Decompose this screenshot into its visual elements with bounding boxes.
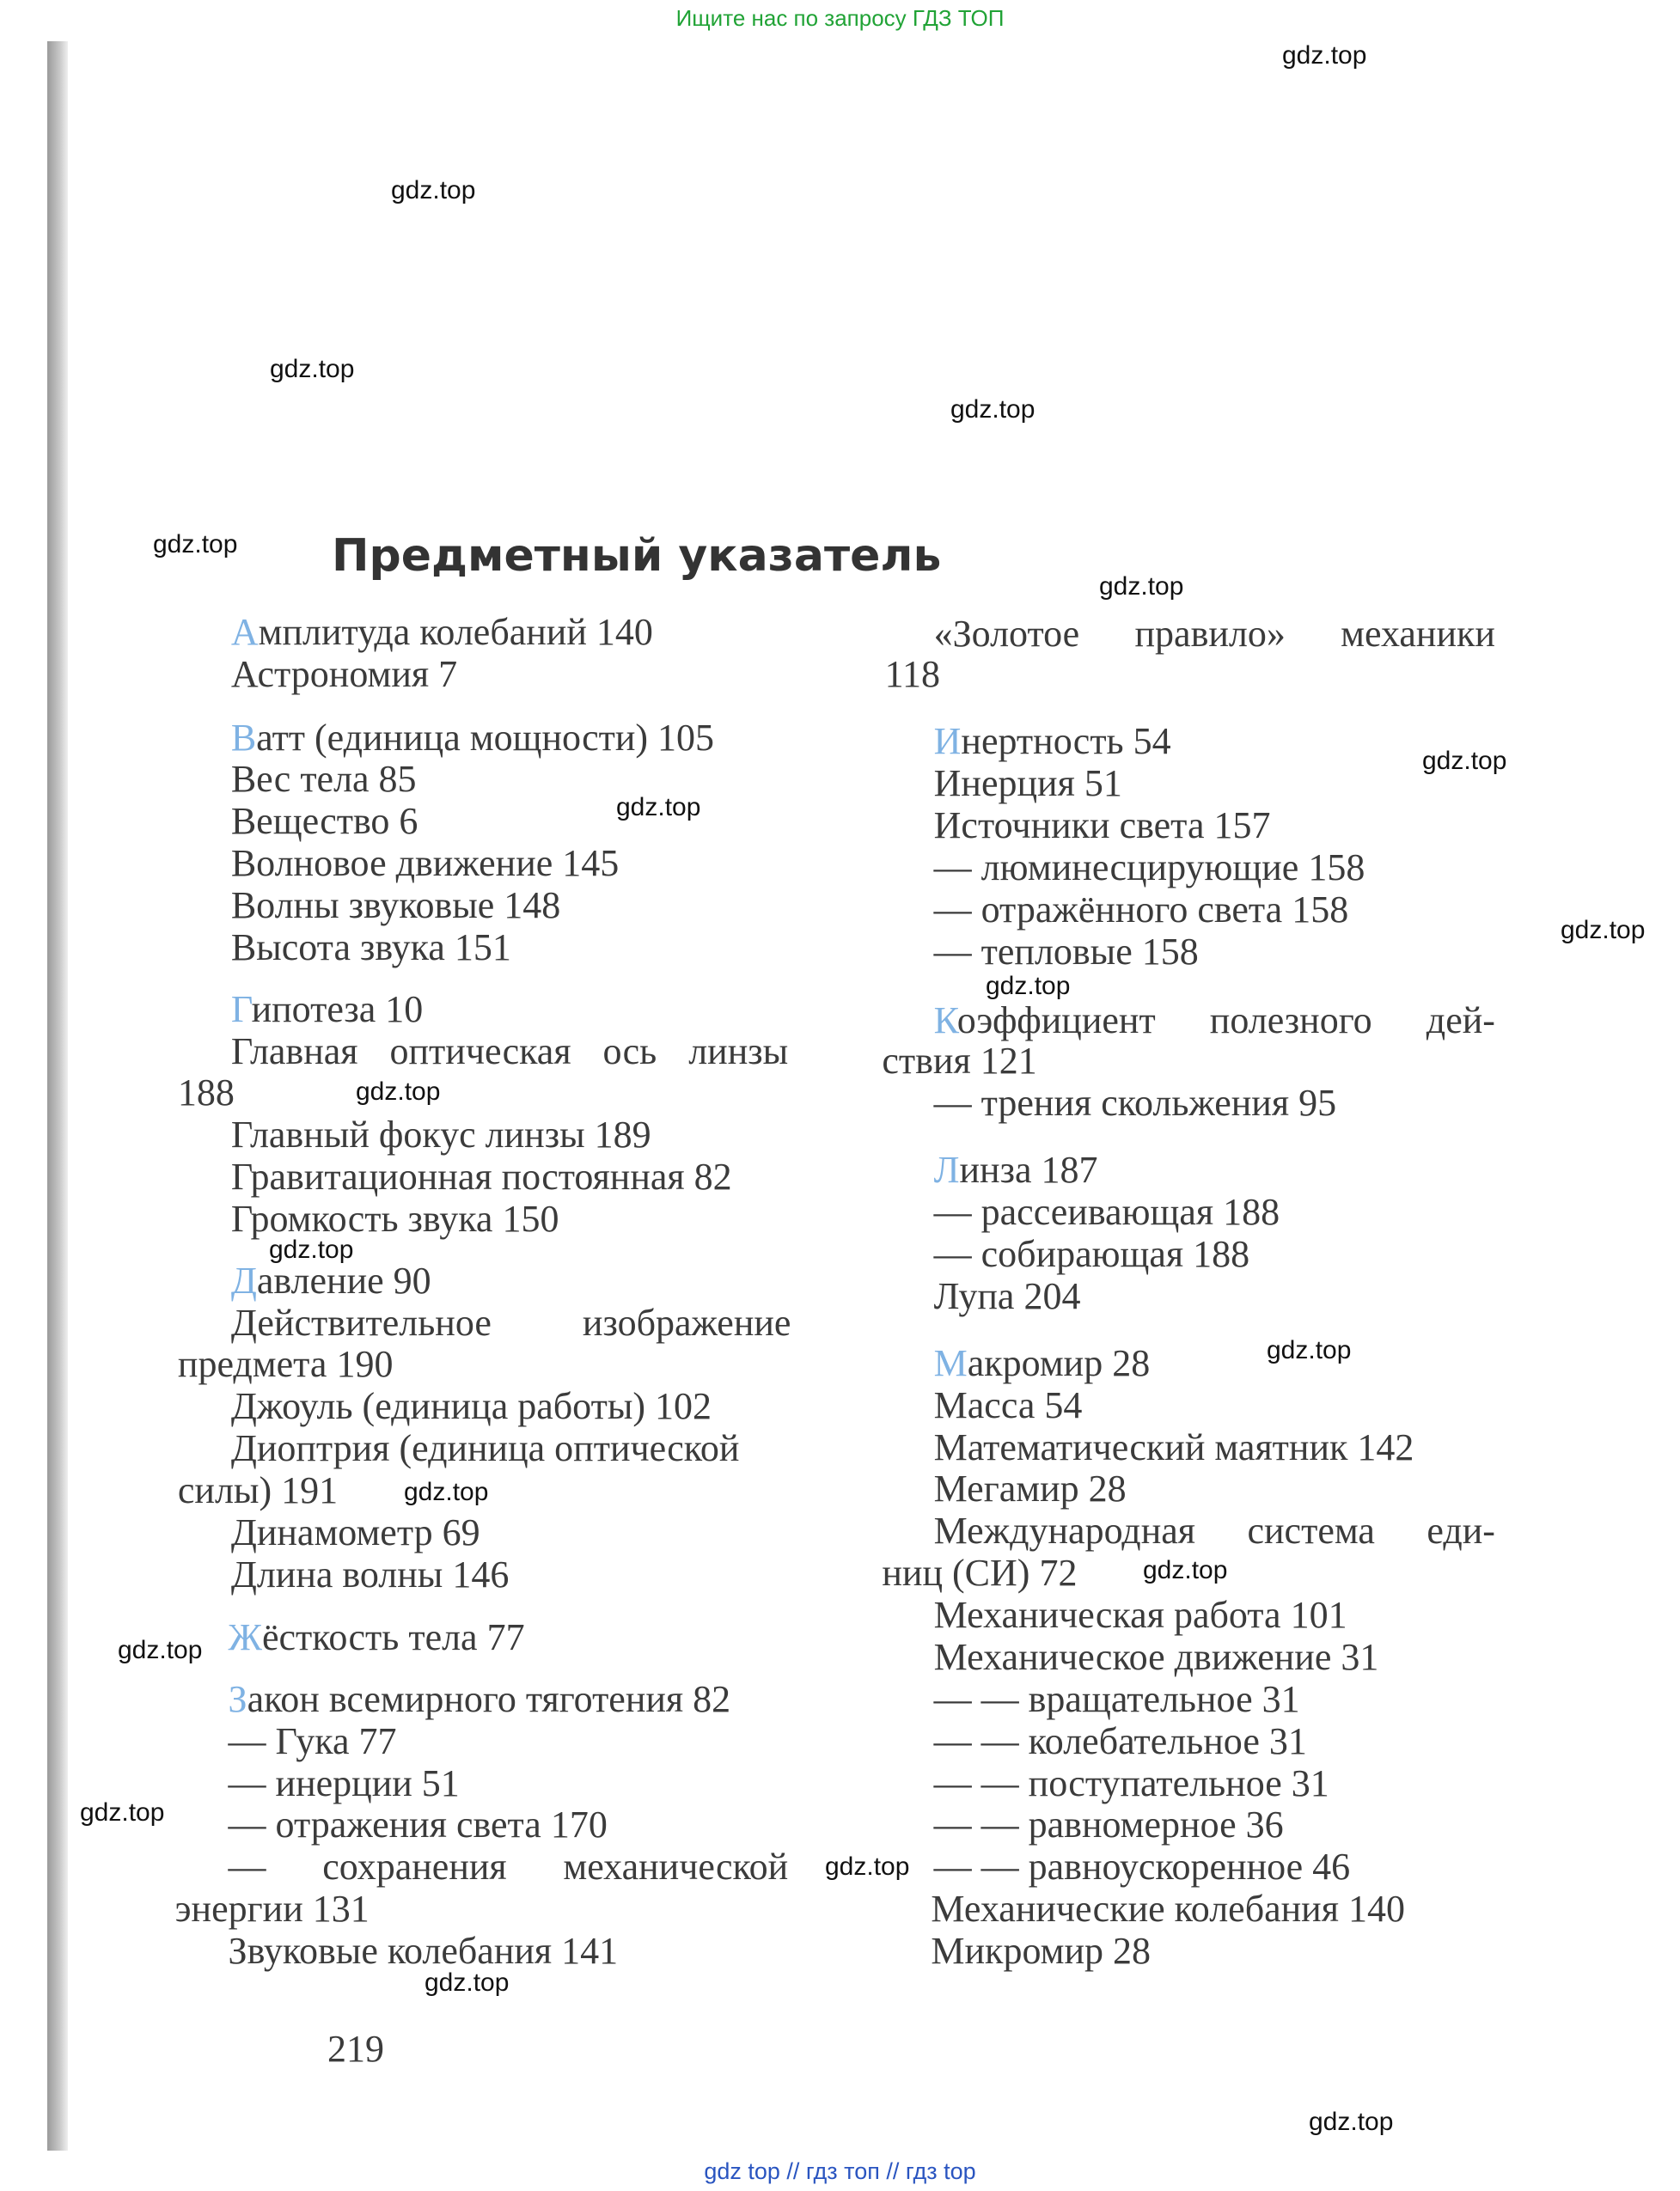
index-entry-text: Громкость звука 150 (230, 1198, 559, 1240)
index-entry (933, 1232, 1250, 1275)
index-entry (228, 1677, 731, 1720)
footer-links[interactable]: gdz top // гдз топ // гдз top (704, 2158, 976, 2184)
index-entry (933, 998, 1495, 1041)
index-entry (933, 1425, 1414, 1468)
index-entry (230, 925, 511, 968)
index-entry-text: Инерция 51 (933, 762, 1122, 805)
index-entry-text: Математический маятник 142 (933, 1425, 1414, 1468)
index-entry (933, 930, 1199, 973)
index-entry (933, 1761, 1329, 1804)
index-entry-text: Диоптрия (единица оптической (230, 1427, 740, 1470)
section-initial-letter: И (933, 720, 962, 763)
watermark-text: gdz.top (1099, 572, 1184, 601)
index-entry-text: Масса 54 (933, 1383, 1083, 1426)
index-entry-text: «Золотое правило» механики (933, 613, 1495, 655)
index-entry-text: — собирающая 188 (933, 1232, 1250, 1275)
index-entry (230, 1029, 789, 1072)
index-entry-text: — люминесцирующие 158 (933, 846, 1365, 889)
index-entry-text: Лупа 204 (933, 1274, 1081, 1317)
page-spine-shadow (47, 41, 68, 2151)
index-entry (230, 987, 424, 1030)
index-entry-text: Вес тела 85 (230, 758, 417, 801)
index-entry (933, 1274, 1081, 1317)
index-entry (230, 1198, 559, 1240)
index-entry (230, 1259, 431, 1302)
watermark-text: gdz.top (269, 1236, 354, 1264)
index-entry (933, 1594, 1347, 1637)
section-initial-letter: Л (933, 1148, 960, 1191)
section-initial-letter: З (228, 1677, 247, 1720)
index-entry (230, 758, 417, 801)
index-entry-text: Мегамир 28 (933, 1468, 1127, 1511)
index-entry-text: — инерции 51 (228, 1761, 460, 1804)
index-entry-text: — — вращательное 31 (933, 1677, 1300, 1720)
index-entry (933, 888, 1349, 931)
index-entry (228, 1719, 397, 1762)
index-entry-text: — трения скольжения 95 (933, 1081, 1337, 1124)
index-entry (177, 1343, 394, 1386)
index-entry (230, 1156, 732, 1199)
index-entry-text: — отражённого света 158 (933, 888, 1349, 931)
index-entry (228, 1930, 619, 1973)
index-entry-text: ниц (СИ) 72 (882, 1552, 1078, 1595)
index-entry (933, 720, 1171, 763)
index-entry (933, 1677, 1300, 1720)
index-entry-text: — — равномерное 36 (933, 1803, 1284, 1846)
index-entry-text: ипотеза 10 (251, 987, 424, 1030)
index-entry-text: Вещество 6 (230, 800, 418, 843)
watermark-text: gdz.top (1309, 2108, 1394, 2136)
watermark-text: gdz.top (1143, 1556, 1228, 1584)
index-entry-text: Действительное изображение (230, 1301, 791, 1344)
index-entry-text: акромир 28 (967, 1341, 1151, 1384)
section-initial-letter: М (933, 1341, 968, 1384)
index-entry (933, 1190, 1280, 1233)
index-entry (230, 1511, 480, 1553)
index-entry (933, 1383, 1083, 1426)
index-entry-text: Длина волны 146 (230, 1553, 510, 1596)
section-initial-letter: К (933, 998, 957, 1041)
watermark-text: gdz.top (270, 355, 355, 383)
index-entry-text: Волны звуковые 148 (230, 884, 561, 927)
index-entry (230, 1427, 740, 1470)
page-number: 219 (327, 2028, 384, 2070)
watermark-text: gdz.top (1561, 916, 1646, 944)
index-entry-text: мплитуда колебаний 140 (258, 611, 653, 654)
watermark-text: gdz.top (616, 793, 701, 821)
section-initial-letter: Д (230, 1259, 257, 1302)
index-entry (230, 884, 561, 927)
index-entry-text: — отражения света 170 (228, 1803, 608, 1846)
index-entry-text: Механическое движение 31 (933, 1635, 1379, 1678)
watermark-text: gdz.top (118, 1636, 203, 1664)
index-entry (933, 1635, 1379, 1678)
index-entry (933, 1081, 1337, 1124)
index-entry (933, 846, 1365, 889)
index-entry-text: Астрономия 7 (230, 653, 458, 696)
index-entry-text: инза 187 (959, 1148, 1098, 1191)
index-entry (228, 1761, 460, 1804)
watermark-text: gdz.top (986, 972, 1071, 1000)
index-entry (933, 1148, 1098, 1191)
index-entry-text: атт (единица мощности) 105 (256, 716, 715, 759)
index-entry-text: оэффициент полезного дей- (956, 998, 1495, 1041)
watermark-text: gdz.top (80, 1798, 165, 1827)
watermark-text: gdz.top (404, 1478, 489, 1506)
index-entry-text: энергии 131 (174, 1888, 370, 1931)
watermark-text: gdz.top (356, 1077, 441, 1106)
section-initial-letter: А (230, 611, 259, 654)
index-entry (230, 1301, 791, 1344)
index-entry-text: Динамометр 69 (230, 1511, 480, 1553)
index-entry (228, 1616, 525, 1659)
index-entry-text: 118 (884, 653, 940, 696)
top-promo-note: Ищите нас по запросу ГДЗ ТОП (675, 5, 1005, 31)
index-entry-text: Механические колебания 140 (931, 1888, 1405, 1931)
index-entry-text: — рассеивающая 188 (933, 1190, 1280, 1233)
index-entry (230, 800, 418, 843)
index-entry (933, 613, 1495, 655)
index-entry-text: — — равноускоренное 46 (933, 1846, 1351, 1889)
index-entry (933, 1468, 1127, 1511)
index-entry-text: авление 90 (256, 1259, 431, 1302)
index-entry (931, 1930, 1151, 1973)
index-entry-text: силы) 191 (177, 1469, 339, 1512)
index-entry (933, 1719, 1307, 1762)
index-entry (933, 1510, 1495, 1553)
section-initial-letter: В (230, 716, 257, 759)
index-entry (933, 804, 1271, 847)
watermark-text: gdz.top (1282, 41, 1367, 70)
index-entry-text: Волновое движение 145 (230, 842, 620, 885)
index-entry-text: Механическая работа 101 (933, 1594, 1347, 1637)
index-entry-text: 188 (177, 1071, 235, 1114)
index-entry-text: Высота звука 151 (230, 925, 511, 968)
watermark-text: gdz.top (825, 1852, 910, 1881)
watermark-text: gdz.top (1267, 1336, 1352, 1364)
index-entry-text: — Гука 77 (228, 1719, 397, 1762)
index-entry-text: — сохранения механической (228, 1846, 789, 1889)
index-entry-text: — — поступательное 31 (933, 1761, 1329, 1804)
index-entry (884, 653, 940, 696)
index-entry (177, 1071, 235, 1114)
page-title: Предметный указатель (332, 530, 942, 582)
index-entry (933, 1803, 1284, 1846)
index-entry (228, 1846, 789, 1889)
index-entry (882, 1039, 1037, 1082)
index-entry (174, 1888, 370, 1931)
index-entry (230, 653, 458, 696)
index-entry (882, 1552, 1078, 1595)
section-initial-letter: Ж (228, 1616, 262, 1659)
section-initial-letter: Г (230, 987, 252, 1030)
index-entry (230, 1385, 712, 1428)
watermark-text: gdz.top (950, 395, 1035, 424)
index-entry (933, 762, 1122, 805)
index-entry (933, 1846, 1351, 1889)
watermark-text: gdz.top (425, 1968, 510, 1997)
index-entry-text: Звуковые колебания 141 (228, 1930, 619, 1973)
watermark-text: gdz.top (1422, 747, 1507, 775)
index-entry (177, 1469, 339, 1512)
index-entry-text: Гравитационная постоянная 82 (230, 1156, 732, 1199)
index-entry (933, 1341, 1151, 1384)
index-entry (931, 1888, 1405, 1931)
index-entry (230, 716, 715, 759)
index-entry (230, 611, 653, 654)
index-entry (230, 1553, 510, 1596)
index-entry-text: ствия 121 (882, 1039, 1037, 1082)
index-entry-text: Микромир 28 (931, 1930, 1151, 1973)
index-entry-text: Международная система еди- (933, 1510, 1495, 1553)
index-entry-text: акон всемирного тяготения 82 (247, 1677, 731, 1720)
index-entry-text: Главный фокус линзы 189 (230, 1114, 651, 1157)
index-entry-text: Главная оптическая ось линзы (230, 1029, 789, 1072)
index-entry-text: ёсткость тела 77 (261, 1616, 525, 1659)
watermark-text: gdz.top (391, 176, 476, 204)
index-entry-text: предмета 190 (177, 1343, 394, 1386)
index-entry-text: Джоуль (единица работы) 102 (230, 1385, 712, 1428)
index-entry-text: Источники света 157 (933, 804, 1271, 847)
index-entry (228, 1803, 608, 1846)
watermark-text: gdz.top (153, 530, 238, 558)
index-entry (230, 1114, 651, 1157)
index-entry (230, 842, 620, 885)
index-entry-text: нертность 54 (961, 720, 1171, 763)
index-entry-text: — — колебательное 31 (933, 1719, 1307, 1762)
index-entry-text: — тепловые 158 (933, 930, 1199, 973)
